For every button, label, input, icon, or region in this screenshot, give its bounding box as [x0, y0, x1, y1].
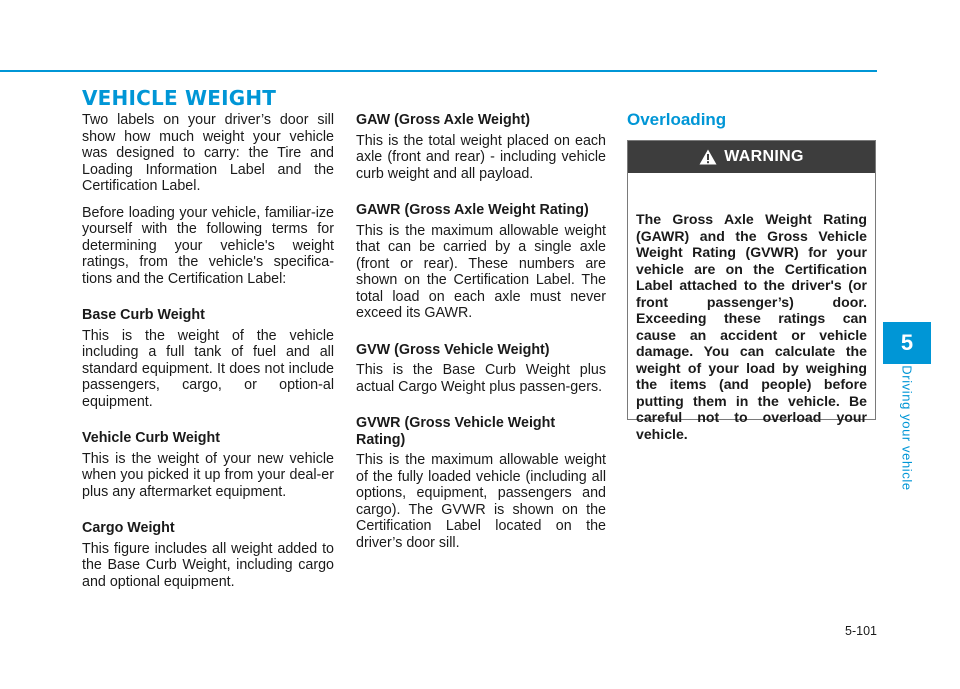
gvwr-heading: GVWR (Gross Vehicle Weight Rating) — [356, 415, 556, 448]
vehicle-curb-weight-text: This is the weight of your new vehicle when you picked it up from your deal-er plus any aftermarket equipment. — [82, 450, 334, 500]
top-rule — [0, 70, 877, 72]
overloading-heading: Overloading — [627, 110, 727, 129]
gawr-text: This is the maximum allowable weight that can be carried by a single axle (front or rear). These numbers are shown on the Certification Label. The total load on each axle must never exceed its GAWR. — [356, 222, 606, 321]
base-curb-weight-text: This is the weight of the vehicle including a full tank of fuel and all standard equipment. It does not include passengers, cargo, or option-al equipment. — [82, 327, 334, 410]
warning-header — [628, 141, 875, 173]
intro-paragraph-1: Two labels on your driver’s door sill show how much weight your vehicle was designed to carry: the Tire and Loading Information Label and the Certification Label. — [82, 112, 334, 194]
gvwr-text: This is the maximum allowable weight of the fully loaded vehicle (including all options, equipment, passengers and cargo). The GVWR is shown on the Certification Label located on the driver’s door sill. — [356, 452, 606, 551]
warning-label: WARNING — [724, 148, 804, 165]
vehicle-curb-weight-heading: Vehicle Curb Weight — [82, 430, 220, 446]
page-number: 5-101 — [845, 624, 877, 638]
gaw-heading: GAW (Gross Axle Weight) — [356, 112, 530, 128]
gaw-text: This is the total weight placed on each axle (front and rear) - including vehicle curb weight and all payload. — [356, 132, 606, 182]
column-middle — [356, 112, 606, 561]
chapter-label-text: Driving your vehicle — [899, 365, 915, 491]
warning-text: The Gross Axle Weight Rating (GAWR) and the Gross Vehicle Weight Rating (GVWR) for your vehicle are on the Certification Label attached to the driver's (or front passenger’s) door. Exceeding these ratings can cause an accident or vehicle damage. You can calculate the weight of your load by weighing the items (and people) before putting them in the vehicle. Be careful not to overload your vehicle. — [636, 211, 867, 442]
column-left — [82, 112, 334, 600]
cargo-weight-text: This figure includes all weight added to the Base Curb Weight, including cargo and optional equipment. — [82, 540, 334, 590]
intro-paragraph-2: Before loading your vehicle, familiar-ize yourself with the following terms for determining your vehicle's weight ratings, from the vehicle's specifica-tions and the Certification Label: — [82, 204, 334, 287]
gvw-text: This is the Base Curb Weight plus actual Cargo Weight plus passen-gers. — [356, 362, 606, 395]
base-curb-weight-heading: Base Curb Weight — [82, 307, 205, 323]
warning-box — [627, 140, 876, 442]
gawr-heading: GAWR (Gross Axle Weight Rating) — [356, 202, 589, 218]
section-title: VEHICLE WEIGHT — [82, 86, 277, 110]
warning-triangle-icon — [699, 149, 717, 165]
chapter-number-tab: 5 — [883, 322, 931, 364]
gvw-heading: GVW (Gross Vehicle Weight) — [356, 341, 550, 358]
cargo-weight-heading: Cargo Weight — [82, 520, 175, 536]
